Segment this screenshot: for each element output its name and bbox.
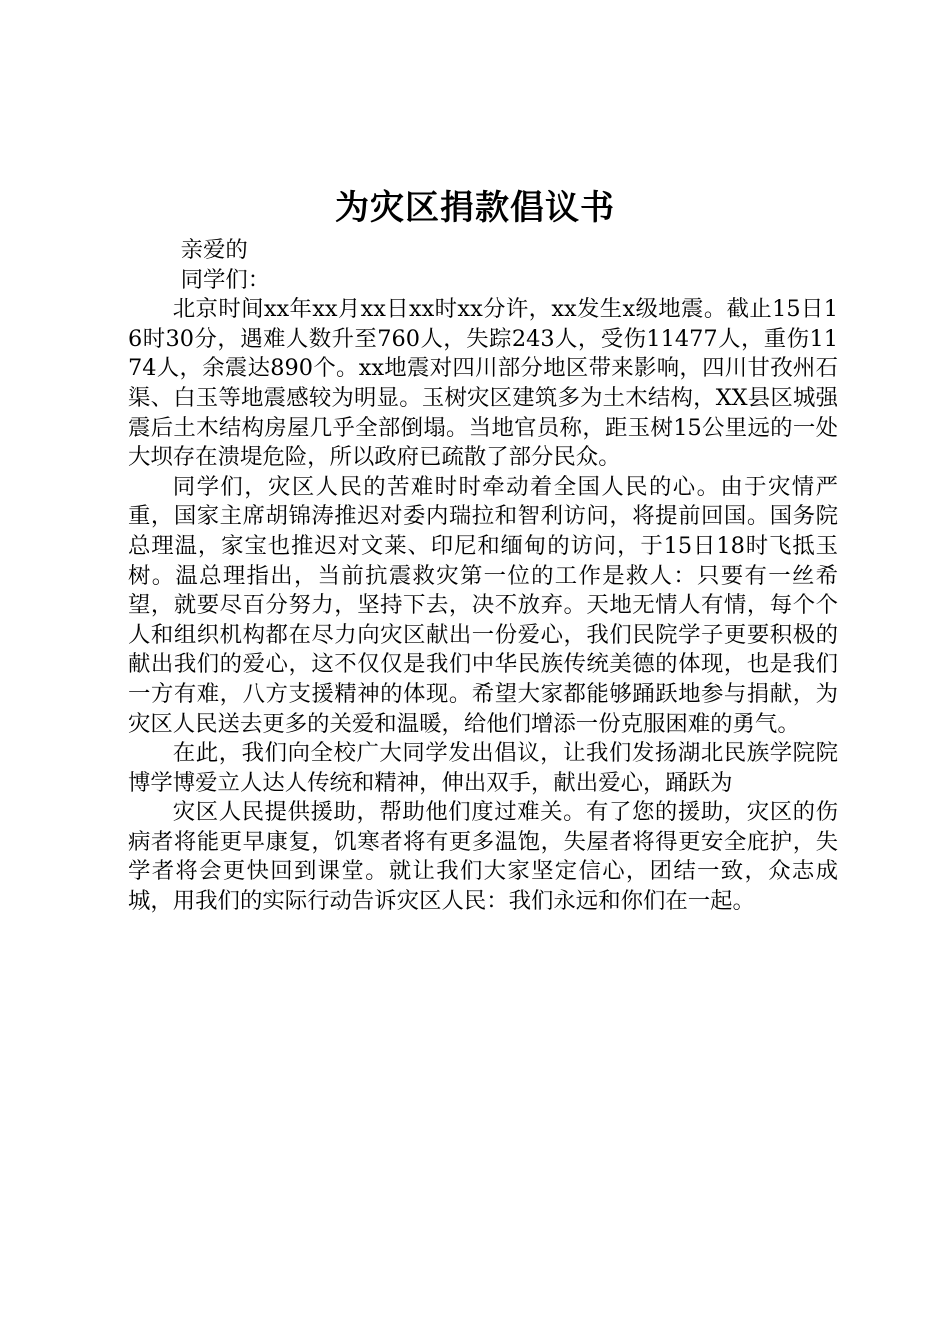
document-title: 为灾区捐款倡议书 bbox=[335, 188, 615, 228]
paragraph-closing: 灾区人民提供援助，帮助他们度过难关。有了您的援助，灾区的伤病者将能更早康复，饥寒者将有更多温饱，失屋者将得更安全庇护，失学者将会更快回到课堂。就让我们大家坚定信心，团结一致，众志成城，用我们的实际行动告诉灾区人民：我们永远和你们在一起。 bbox=[128, 799, 838, 915]
document-body bbox=[128, 236, 838, 917]
salutation-line-2: 同学们： bbox=[180, 266, 271, 293]
paragraph-nationwide-concern: 同学们，灾区人民的苦难时时牵动着全国人民的心。由于灾情严重，国家主席胡锦涛推迟对委内瑞拉和智利访问，将提前回国。国务院总理温，家宝也推迟对文莱、印尼和缅甸的访问，于15日18时飞抵玉树。温总理指出，当前抗震救灾第一位的工作是救人：只要有一丝希望，就要尽百分努力，坚持下去，决不放弃。天地无情人有情，每个个人和组织机构都在尽力向灾区献出一份爱心，我们民院学子更要积极的献出我们的爱心，这不仅仅是我们中华民族传统美德的体现，也是我们一方有难，八方支援精神的体现。希望大家都能够踊跃地参与捐献，为灾区人民送去更多的关爱和温暖，给他们增添一份克服困难的勇气。 bbox=[128, 473, 838, 737]
paragraph-earthquake-report: 北京时间xx年xx月xx日xx时xx分许，xx发生x级地震。截止15日16时30分，遇难人数升至760人，失踪243人，受伤11477人，重伤1174人，余震达890个。xx地震对四川部分地区带来影响，四川甘孜州石渠、白玉等地震感较为明显。玉树灾区建筑多为土木结构，XX县区城强震后土木结构房屋几乎全部倒塌。当地官员称，距玉树15公里远的一处大坝存在溃堤危险，所以政府已疏散了部分民众。 bbox=[128, 296, 838, 471]
paragraph-initiative: 在此，我们向全校广大同学发出倡议，让我们发扬湖北民族学院院博学博爱立人达人传统和精神，伸出双手，献出爱心，踊跃为 bbox=[128, 740, 838, 796]
salutation-line-1: 亲爱的 bbox=[180, 237, 248, 263]
